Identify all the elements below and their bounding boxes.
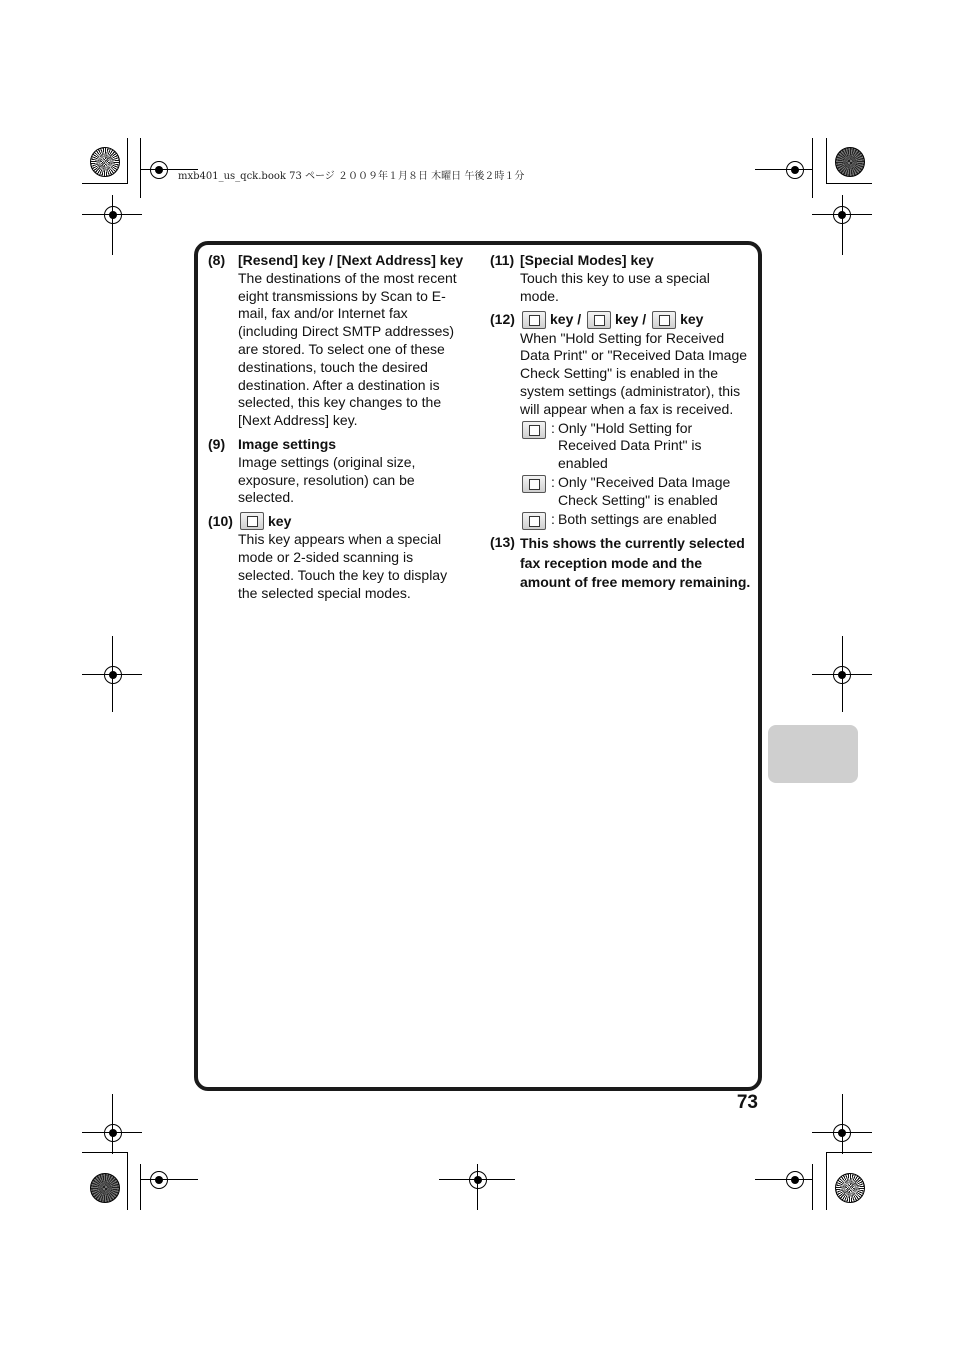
crop-line bbox=[127, 138, 128, 184]
crop-line bbox=[755, 169, 813, 170]
crop-line bbox=[82, 1152, 128, 1153]
legend-text: Only "Received Data Image Check Setting" is enabled bbox=[558, 474, 731, 508]
item-description: The destinations of the most recent eight transmissions by Scan to E-mail, fax and/or Internet fax (including Direct SMTP addresses) are stored. To select one of these destinations, touch the desired destination. After a destination is selected, this key changes to the [Next Address] key. bbox=[238, 269, 457, 429]
item-description: This key appears when a special mode or 2-sided scanning is selected. Touch the key to display the selected special modes. bbox=[238, 531, 448, 601]
crop-line bbox=[826, 1152, 827, 1210]
crop-line bbox=[439, 1179, 515, 1180]
crop-line bbox=[477, 1164, 478, 1210]
registration-target-bottom-right bbox=[786, 1171, 804, 1189]
legend-colon: : bbox=[551, 510, 555, 527]
item-12 bbox=[490, 311, 752, 528]
crop-line bbox=[112, 195, 113, 255]
item-description: When "Hold Setting for Received Data Print" or "Received Data Image Check Setting" is enabled in the system settings (administrator), this will appear when a fax is received. bbox=[520, 329, 748, 417]
legend-both-settings bbox=[520, 511, 752, 529]
item-description: Image settings (original size, exposure, resolution) can be selected. bbox=[238, 453, 416, 506]
registration-target-top-left bbox=[150, 161, 168, 179]
item-number: (9) bbox=[208, 435, 226, 452]
crop-line bbox=[826, 138, 827, 184]
item-11 bbox=[490, 252, 752, 305]
crop-line bbox=[140, 1179, 198, 1180]
hold-setting-key-icon bbox=[522, 421, 546, 439]
crop-line bbox=[826, 1152, 872, 1153]
crop-line bbox=[82, 1132, 142, 1133]
registration-target-bottom-left bbox=[150, 1171, 168, 1189]
image-check-key-icon bbox=[522, 475, 546, 493]
image-check-key-icon bbox=[587, 311, 611, 329]
legend-colon: : bbox=[551, 474, 555, 491]
legend-colon: : bbox=[551, 419, 555, 436]
item-number: (11) bbox=[490, 252, 515, 268]
registration-star-top-right bbox=[835, 147, 865, 177]
item-description: Touch this key to use a special mode. bbox=[520, 269, 710, 304]
title-part: key bbox=[680, 311, 704, 328]
item-number: (10) bbox=[208, 513, 233, 530]
special-modes-key-icon bbox=[240, 512, 264, 530]
item-number: (12) bbox=[490, 311, 515, 328]
right-column bbox=[490, 252, 752, 599]
item-13 bbox=[490, 534, 752, 593]
crop-line bbox=[140, 1164, 141, 1210]
item-title: Image settings bbox=[238, 435, 337, 452]
item-title-row bbox=[520, 311, 752, 329]
print-file-header: mxb401_us_qck.book 73 ページ ２００９年１月８日 木曜日 午後２時１分 bbox=[178, 171, 525, 182]
left-column bbox=[208, 252, 470, 609]
item-title: This shows the currently selected fax reception mode and the amount of free memory remaining. bbox=[520, 535, 751, 591]
registration-target-left-middle bbox=[104, 666, 122, 684]
title-part: key / bbox=[550, 311, 582, 328]
crop-line bbox=[842, 195, 843, 255]
crop-line bbox=[140, 138, 141, 198]
crop-line bbox=[127, 1152, 128, 1210]
item-title: [Special Modes] key bbox=[520, 252, 654, 268]
item-9 bbox=[208, 436, 470, 507]
crop-line bbox=[82, 183, 128, 184]
hold-setting-key-icon bbox=[522, 311, 546, 329]
crop-line bbox=[812, 138, 813, 198]
title-part: key / bbox=[615, 311, 647, 328]
legend-image-check bbox=[520, 474, 752, 510]
both-settings-key-icon bbox=[652, 311, 676, 329]
page-number: 73 bbox=[736, 1092, 758, 1113]
both-settings-key-icon bbox=[522, 512, 546, 530]
crop-line bbox=[812, 1132, 872, 1133]
crop-line bbox=[82, 214, 142, 215]
registration-target-left-upper bbox=[104, 206, 122, 224]
crop-line bbox=[112, 1094, 113, 1154]
item-number: (8) bbox=[208, 252, 226, 268]
item-10 bbox=[208, 513, 470, 602]
crop-line bbox=[755, 1179, 813, 1180]
registration-star-top-left bbox=[90, 147, 120, 177]
registration-star-bottom-right bbox=[835, 1173, 865, 1203]
registration-star-bottom-left bbox=[90, 1173, 120, 1203]
chapter-side-tab bbox=[768, 725, 858, 783]
legend-text: Both settings are enabled bbox=[558, 510, 717, 527]
item-title: key bbox=[268, 513, 292, 530]
item-title-row bbox=[238, 513, 470, 531]
crop-line bbox=[826, 183, 872, 184]
item-title: [Resend] key / [Next Address] key bbox=[238, 252, 464, 268]
crop-line bbox=[842, 1094, 843, 1154]
registration-target-bottom-center bbox=[469, 1171, 487, 1189]
crop-line bbox=[812, 674, 872, 675]
legend-hold-setting bbox=[520, 420, 752, 473]
legend-text: Only "Hold Setting for Received Data Print" is enabled bbox=[558, 419, 702, 472]
item-8 bbox=[208, 252, 470, 430]
crop-line bbox=[82, 674, 142, 675]
registration-target-top-right bbox=[786, 161, 804, 179]
item-number: (13) bbox=[490, 534, 515, 551]
registration-target-left-lower bbox=[104, 1124, 122, 1142]
crop-line bbox=[812, 1164, 813, 1210]
crop-line bbox=[812, 214, 872, 215]
